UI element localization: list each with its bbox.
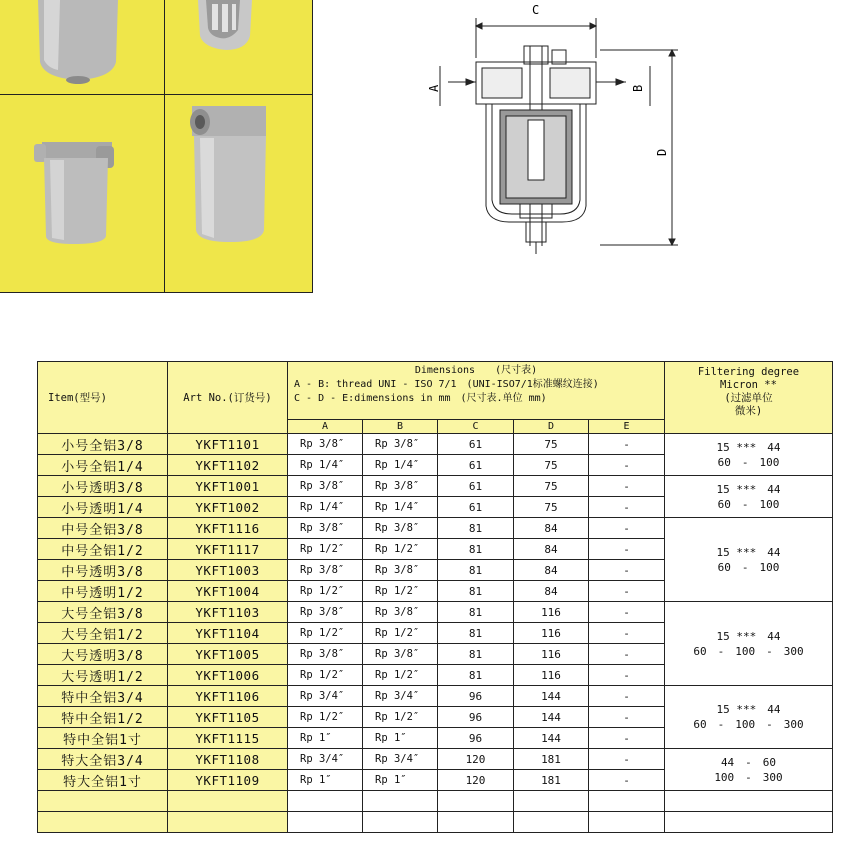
cell-a: Rp 1/2″ (288, 623, 363, 644)
cell-d: 84 (514, 518, 589, 539)
filter-photo-top-right (190, 0, 260, 60)
cell-e: - (589, 560, 665, 581)
table-row (38, 602, 833, 623)
cell-filtering-degree (665, 749, 833, 791)
cell-e: - (589, 686, 665, 707)
cell-empty (288, 812, 363, 833)
cell-filtering-degree (665, 686, 833, 749)
filter-title: Filtering degree (697, 366, 800, 378)
filter-range-line-2: 60 - 100 (717, 497, 780, 511)
cell-d: 144 (514, 707, 589, 728)
col-header-c: C (438, 420, 514, 434)
cell-item: 大号全铝3/8 (38, 602, 168, 623)
cell-a: Rp 3/8″ (288, 518, 363, 539)
cell-c: 96 (438, 686, 514, 707)
header-filtering-degree (665, 362, 833, 434)
cell-art-no: YKFT1006 (168, 665, 288, 686)
cell-empty (665, 791, 833, 812)
cell-art-no: YKFT1004 (168, 581, 288, 602)
cell-b: Rp 1/4″ (363, 455, 438, 476)
cell-c: 81 (438, 602, 514, 623)
cell-item: 中号全铝1/2 (38, 539, 168, 560)
col-header-a: A (288, 420, 363, 434)
cell-d: 181 (514, 770, 589, 791)
cell-c: 120 (438, 749, 514, 770)
cell-item: 小号透明1/4 (38, 497, 168, 518)
cell-e: - (589, 644, 665, 665)
cell-item: 特中全铝3/4 (38, 686, 168, 707)
filter-unit-cn: (过滤单位 (724, 392, 773, 404)
table-row (38, 686, 833, 707)
cell-d: 116 (514, 665, 589, 686)
cell-art-no: YKFT1115 (168, 728, 288, 749)
cell-b: Rp 1/2″ (363, 707, 438, 728)
filter-photo-bottom-left (34, 132, 124, 250)
cell-empty (363, 812, 438, 833)
cell-item: 小号全铝1/4 (38, 455, 168, 476)
cell-e: - (589, 665, 665, 686)
cell-c: 96 (438, 707, 514, 728)
cell-filtering-degree (665, 602, 833, 686)
cell-a: Rp 1/2″ (288, 665, 363, 686)
cell-c: 81 (438, 623, 514, 644)
table-row (38, 434, 833, 455)
cell-b: Rp 3/8″ (363, 560, 438, 581)
filter-spec-table (37, 361, 833, 833)
cell-empty (514, 791, 589, 812)
dim-label-d: D (655, 148, 669, 156)
photo-grid-divider-vertical (164, 0, 165, 293)
cell-a: Rp 3/8″ (288, 644, 363, 665)
cell-filtering-degree (665, 434, 833, 476)
cell-empty (589, 791, 665, 812)
cell-art-no: YKFT1003 (168, 560, 288, 581)
cell-a: Rp 1/2″ (288, 707, 363, 728)
dimensions-thread-note: A - B: thread UNI - ISO 7/1 (UNI-ISO7/1标准螺纹连接) (294, 379, 599, 390)
cell-e: - (589, 707, 665, 728)
table-row-empty (38, 791, 833, 812)
cell-empty (363, 791, 438, 812)
filter-unit: Micron ** (720, 379, 777, 391)
cell-item: 大号透明1/2 (38, 665, 168, 686)
cell-art-no: YKFT1103 (168, 602, 288, 623)
cell-empty (589, 812, 665, 833)
cell-d: 75 (514, 497, 589, 518)
cell-art-no: YKFT1102 (168, 455, 288, 476)
cell-c: 61 (438, 455, 514, 476)
cell-art-no: YKFT1104 (168, 623, 288, 644)
cell-empty (168, 812, 288, 833)
cell-art-no: YKFT1116 (168, 518, 288, 539)
table-row (38, 518, 833, 539)
cell-a: Rp 1/2″ (288, 539, 363, 560)
cell-empty (288, 791, 363, 812)
cell-e: - (589, 581, 665, 602)
cell-art-no: YKFT1105 (168, 707, 288, 728)
photo-grid-divider-horizontal (0, 94, 313, 95)
dim-label-c: C (532, 3, 540, 17)
cell-art-no: YKFT1117 (168, 539, 288, 560)
filter-range-line-2: 60 - 100 - 300 (693, 644, 804, 658)
cell-c: 120 (438, 770, 514, 791)
cell-b: Rp 1″ (363, 770, 438, 791)
cell-art-no: YKFT1101 (168, 434, 288, 455)
cell-e: - (589, 623, 665, 644)
cell-art-no: YKFT1108 (168, 749, 288, 770)
cell-d: 116 (514, 602, 589, 623)
filter-range-line-1: 15 *** 44 (716, 482, 781, 496)
cell-a: Rp 3/4″ (288, 686, 363, 707)
filter-photo-bottom-right (186, 100, 274, 250)
cell-empty (665, 812, 833, 833)
cell-item: 小号透明3/8 (38, 476, 168, 497)
cell-art-no: YKFT1002 (168, 497, 288, 518)
cell-d: 181 (514, 749, 589, 770)
cell-d: 84 (514, 560, 589, 581)
cell-c: 81 (438, 644, 514, 665)
cell-c: 81 (438, 518, 514, 539)
header-dimensions (288, 362, 665, 420)
filter-range-line-1: 15 *** 44 (716, 703, 781, 716)
cell-e: - (589, 602, 665, 623)
dimensions-title: Dimensions (尺寸表) (414, 365, 538, 376)
cell-item: 特中全铝1寸 (38, 728, 168, 749)
cell-d: 144 (514, 686, 589, 707)
cell-a: Rp 3/4″ (288, 749, 363, 770)
cell-c: 81 (438, 665, 514, 686)
filter-range-line-2: 60 - 100 - 300 (693, 718, 804, 731)
cell-item: 中号全铝3/8 (38, 518, 168, 539)
cell-a: Rp 1″ (288, 770, 363, 791)
cell-d: 75 (514, 434, 589, 455)
filter-range-line-1: 15 *** 44 (716, 440, 781, 454)
cell-art-no: YKFT1106 (168, 686, 288, 707)
cell-b: Rp 1/2″ (363, 539, 438, 560)
dimensions-mm-note: C - D - E:dimensions in mm (尺寸表.单位 mm) (294, 393, 547, 404)
cell-b: Rp 1″ (363, 728, 438, 749)
cell-item: 大号全铝1/2 (38, 623, 168, 644)
cell-b: Rp 1/2″ (363, 623, 438, 644)
cell-item: 特大全铝1寸 (38, 770, 168, 791)
table-row (38, 749, 833, 770)
cell-c: 81 (438, 539, 514, 560)
cell-art-no: YKFT1109 (168, 770, 288, 791)
filter-range-line-2: 60 - 100 (717, 455, 780, 469)
filter-range-line-1: 15 *** 44 (716, 545, 781, 559)
cell-d: 84 (514, 539, 589, 560)
cell-b: Rp 1/2″ (363, 581, 438, 602)
cell-item: 大号透明3/8 (38, 644, 168, 665)
product-photo-grid (0, 0, 313, 293)
cell-a: Rp 3/8″ (288, 602, 363, 623)
cell-e: - (589, 728, 665, 749)
cell-a: Rp 1/4″ (288, 455, 363, 476)
cell-item: 小号全铝3/8 (38, 434, 168, 455)
filter-photo-top-left (20, 0, 140, 92)
cell-item: 中号透明3/8 (38, 560, 168, 581)
cell-e: - (589, 455, 665, 476)
cell-c: 61 (438, 497, 514, 518)
cell-d: 84 (514, 581, 589, 602)
header-item: Item(型号) (38, 362, 168, 434)
cell-d: 116 (514, 644, 589, 665)
cell-c: 96 (438, 728, 514, 749)
cell-b: Rp 1/2″ (363, 665, 438, 686)
cell-art-no: YKFT1001 (168, 476, 288, 497)
cell-e: - (589, 770, 665, 791)
cell-b: Rp 3/8″ (363, 644, 438, 665)
cell-b: Rp 3/8″ (363, 602, 438, 623)
cell-e: - (589, 518, 665, 539)
cell-c: 81 (438, 560, 514, 581)
filter-range-line-1: 15 *** 44 (716, 629, 781, 643)
filter-range-line-2: 100 - 300 (714, 770, 783, 784)
dim-label-a: A (427, 84, 441, 92)
cell-d: 144 (514, 728, 589, 749)
cell-empty (438, 812, 514, 833)
cell-d: 75 (514, 476, 589, 497)
header-art-no: Art No.(订货号) (168, 362, 288, 434)
filter-range-line-1: 44 - 60 (720, 755, 777, 769)
cell-b: Rp 3/4″ (363, 686, 438, 707)
cell-a: Rp 3/8″ (288, 560, 363, 581)
cell-b: Rp 3/8″ (363, 434, 438, 455)
cell-d: 116 (514, 623, 589, 644)
cell-c: 61 (438, 476, 514, 497)
cell-empty (38, 791, 168, 812)
cell-empty (38, 812, 168, 833)
cell-e: - (589, 539, 665, 560)
cell-b: Rp 3/8″ (363, 476, 438, 497)
cell-empty (168, 791, 288, 812)
table-body (38, 434, 833, 833)
cell-e: - (589, 749, 665, 770)
cell-filtering-degree (665, 476, 833, 518)
cell-c: 81 (438, 581, 514, 602)
cell-b: Rp 1/4″ (363, 497, 438, 518)
cell-b: Rp 3/8″ (363, 518, 438, 539)
cell-empty (514, 812, 589, 833)
cell-a: Rp 1/4″ (288, 497, 363, 518)
cell-item: 特大全铝3/4 (38, 749, 168, 770)
cell-a: Rp 1/2″ (288, 581, 363, 602)
cell-item: 特中全铝1/2 (38, 707, 168, 728)
table-row-empty (38, 812, 833, 833)
col-header-b: B (363, 420, 438, 434)
cell-e: - (589, 476, 665, 497)
filter-range-line-2: 60 - 100 (717, 560, 780, 574)
filter-unit-cn-2: 微米) (734, 405, 763, 417)
cell-a: Rp 3/8″ (288, 434, 363, 455)
cell-filtering-degree (665, 518, 833, 602)
cell-item: 中号透明1/2 (38, 581, 168, 602)
cell-e: - (589, 497, 665, 518)
cell-empty (438, 791, 514, 812)
filter-cross-section-drawing (420, 0, 690, 260)
cell-art-no: YKFT1005 (168, 644, 288, 665)
col-header-e: E (589, 420, 665, 434)
table-row (38, 476, 833, 497)
cell-c: 61 (438, 434, 514, 455)
cell-e: - (589, 434, 665, 455)
cell-d: 75 (514, 455, 589, 476)
dim-label-b: B (631, 84, 645, 92)
cell-a: Rp 3/8″ (288, 476, 363, 497)
cell-b: Rp 3/4″ (363, 749, 438, 770)
cell-a: Rp 1″ (288, 728, 363, 749)
col-header-d: D (514, 420, 589, 434)
